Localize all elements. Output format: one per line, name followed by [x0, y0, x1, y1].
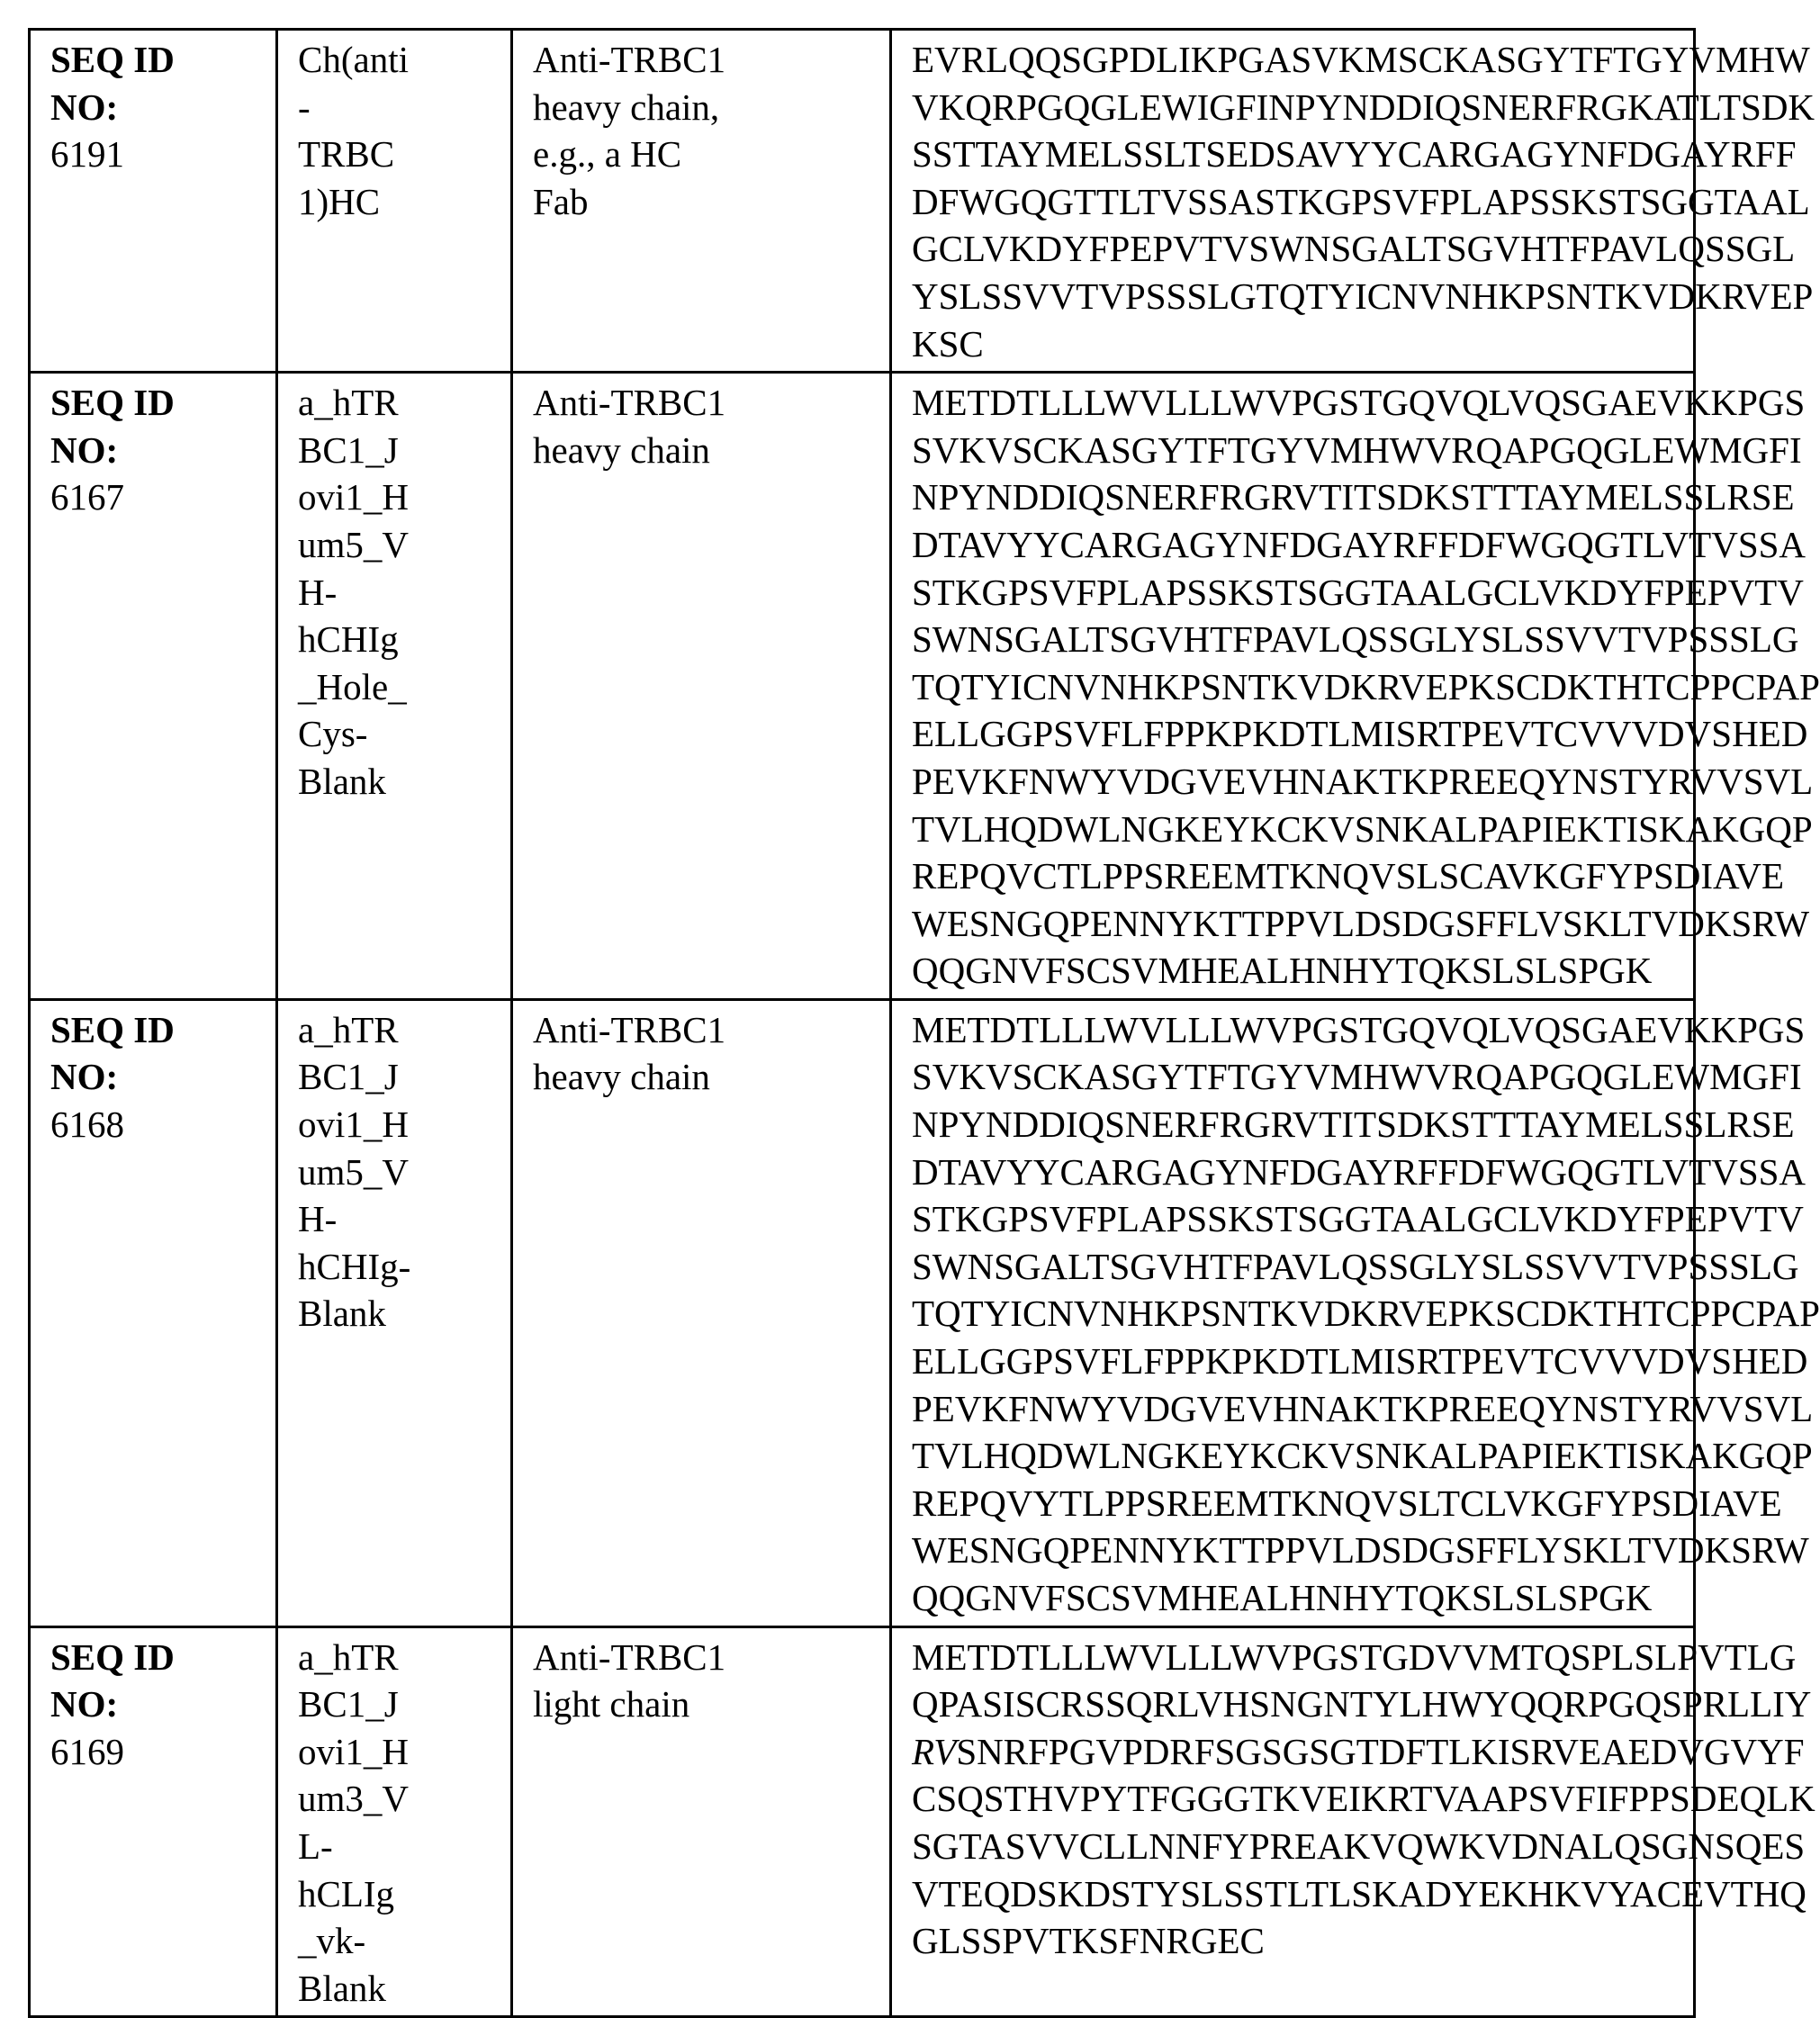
description-cell: Anti-TRBC1 heavy chain — [512, 373, 891, 1000]
sequence-table — [28, 28, 1820, 2018]
seq-id-cell: SEQ ID NO: 6168 — [30, 999, 277, 1626]
construct-name-cell: Ch(anti - TRBC 1)HC — [277, 30, 512, 373]
description-cell: Anti-TRBC1 heavy chain, e.g., a HC Fab — [512, 30, 891, 373]
sequence-cell: METDTLLLWVLLLWVPGSTGDVVMTQSPLSLPVTLG QPASISCRSSQRLVHSNGNTYLHWYQQRPGQSPRLLIY RVSNRFPGVPDRFSGSGSGTDFTLKISRVEAEDVGVYF CSQSTHVPYTFGGGTKVEIKRTVAAPSVFIFPPSDEQLK SGTASVVCLLNNFYPREAKVQWKVDNALQSGNSQES VTEQDSKDSTYSLSSTLTLSKADYEKHKVYACEVTHQ GLSSPVTKSFNRGEC — [891, 1626, 1695, 2017]
italic-residues: RV — [912, 1730, 957, 1772]
construct-name-cell: a_hTR BC1_J ovi1_H um5_V H- hCHIg- Blank — [277, 999, 512, 1626]
description-cell: Anti-TRBC1 light chain — [512, 1626, 891, 2017]
construct-name-cell: a_hTR BC1_J ovi1_H um3_V L- hCLIg _vk- Blank — [277, 1626, 512, 2017]
sequence-line-with-italic: RVSNRFPGVPDRFSGSGSGTDFTLKISRVEAEDVGVYF — [912, 1730, 1805, 1772]
sequence-cell: METDTLLLWVLLLWVPGSTGQVQLVQSGAEVKKPGS SVKVSCKASGYTFTGYVMHWVRQAPGQGLEWMGFI NPYNDDIQSNERFRGRVTITSDKSTTTAYMELSSLRSE DTAVYYCARGAGYNFDGAYRFFDFWGQGTLVTVSSA STKGPSVFPLAPSSKSTSGGTAALGCLVKDYFPEPVTV SWNSGALTSGVHTFPAVLQSSGLYSLSSVVTVPSSSLG TQTYICNVNHKPSNTKVDKRVEPKSCDKTHTCPPCPAP ELLGGPSVFLFPPKPKDTLMISRTPEVTCVVVDVSHED PEVKFNWYVDGVEVHNAKTKPREEQYNSTYRVVSVL TVLHQDWLNGKEYKCKVSNKALPAPIEKTISKAKGQP REPQVYTLPPSREEMTKNQVSLTCLVKGFYPSDIAVE WESNGQPENNYKTTPPVLDSDGSFFLYSKLTVDKSRW QQGNVFSCSVMHEALHNHYTQKSLSLSPGK — [891, 999, 1695, 1626]
seq-id-cell: SEQ ID NO: 6169 — [30, 1626, 277, 2017]
sequence-cell: EVRLQQSGPDLIKPGASVKMSCKASGYTFTGYVMHW VKQRPGQGLEWIGFINPYNDDIQSNERFRGKATLTSDK SSTTAYMELSSLTSEDSAVYYCARGAGYNFDGAYRFF DFWGQGTTLTVSSASTKGPSVFPLAPSSKSTSGGTAAL GCLVKDYFPEPVTVSWNSGALTSGVHTFPAVLQSSGL YSLSSVVTVPSSSLGTQTYICNVNHKPSNTKVDKRVEP KSC — [891, 30, 1695, 373]
seq-id-cell: SEQ ID NO: 6167 — [30, 373, 277, 1000]
table-row — [30, 1626, 1695, 2017]
table-row — [30, 30, 1695, 373]
description-cell: Anti-TRBC1 heavy chain — [512, 999, 891, 1626]
construct-name-cell: a_hTR BC1_J ovi1_H um5_V H- hCHIg _Hole_ Cys- Blank — [277, 373, 512, 1000]
table-row — [30, 373, 1695, 1000]
sequence-cell: METDTLLLWVLLLWVPGSTGQVQLVQSGAEVKKPGS SVKVSCKASGYTFTGYVMHWVRQAPGQGLEWMGFI NPYNDDIQSNERFRGRVTITSDKSTTTAYMELSSLRSE DTAVYYCARGAGYNFDGAYRFFDFWGQGTLVTVSSA STKGPSVFPLAPSSKSTSGGTAALGCLVKDYFPEPVTV SWNSGALTSGVHTFPAVLQSSGLYSLSSVVTVPSSSLG TQTYICNVNHKPSNTKVDKRVEPKSCDKTHTCPPCPAP ELLGGPSVFLFPPKPKDTLMISRTPEVTCVVVDVSHED PEVKFNWYVDGVEVHNAKTKPREEQYNSTYRVVSVL TVLHQDWLNGKEYKCKVSNKALPAPIEKTISKAKGQP REPQVCTLPPSREEMTKNQVSLSCAVKGFYPSDIAVE WESNGQPENNYKTTPPVLDSDGSFFLVSKLTVDKSRW QQGNVFSCSVMHEALHNHYTQKSLSLSPGK — [891, 373, 1695, 1000]
seq-id-cell: SEQ ID NO: 6191 — [30, 30, 277, 373]
table-row — [30, 999, 1695, 1626]
